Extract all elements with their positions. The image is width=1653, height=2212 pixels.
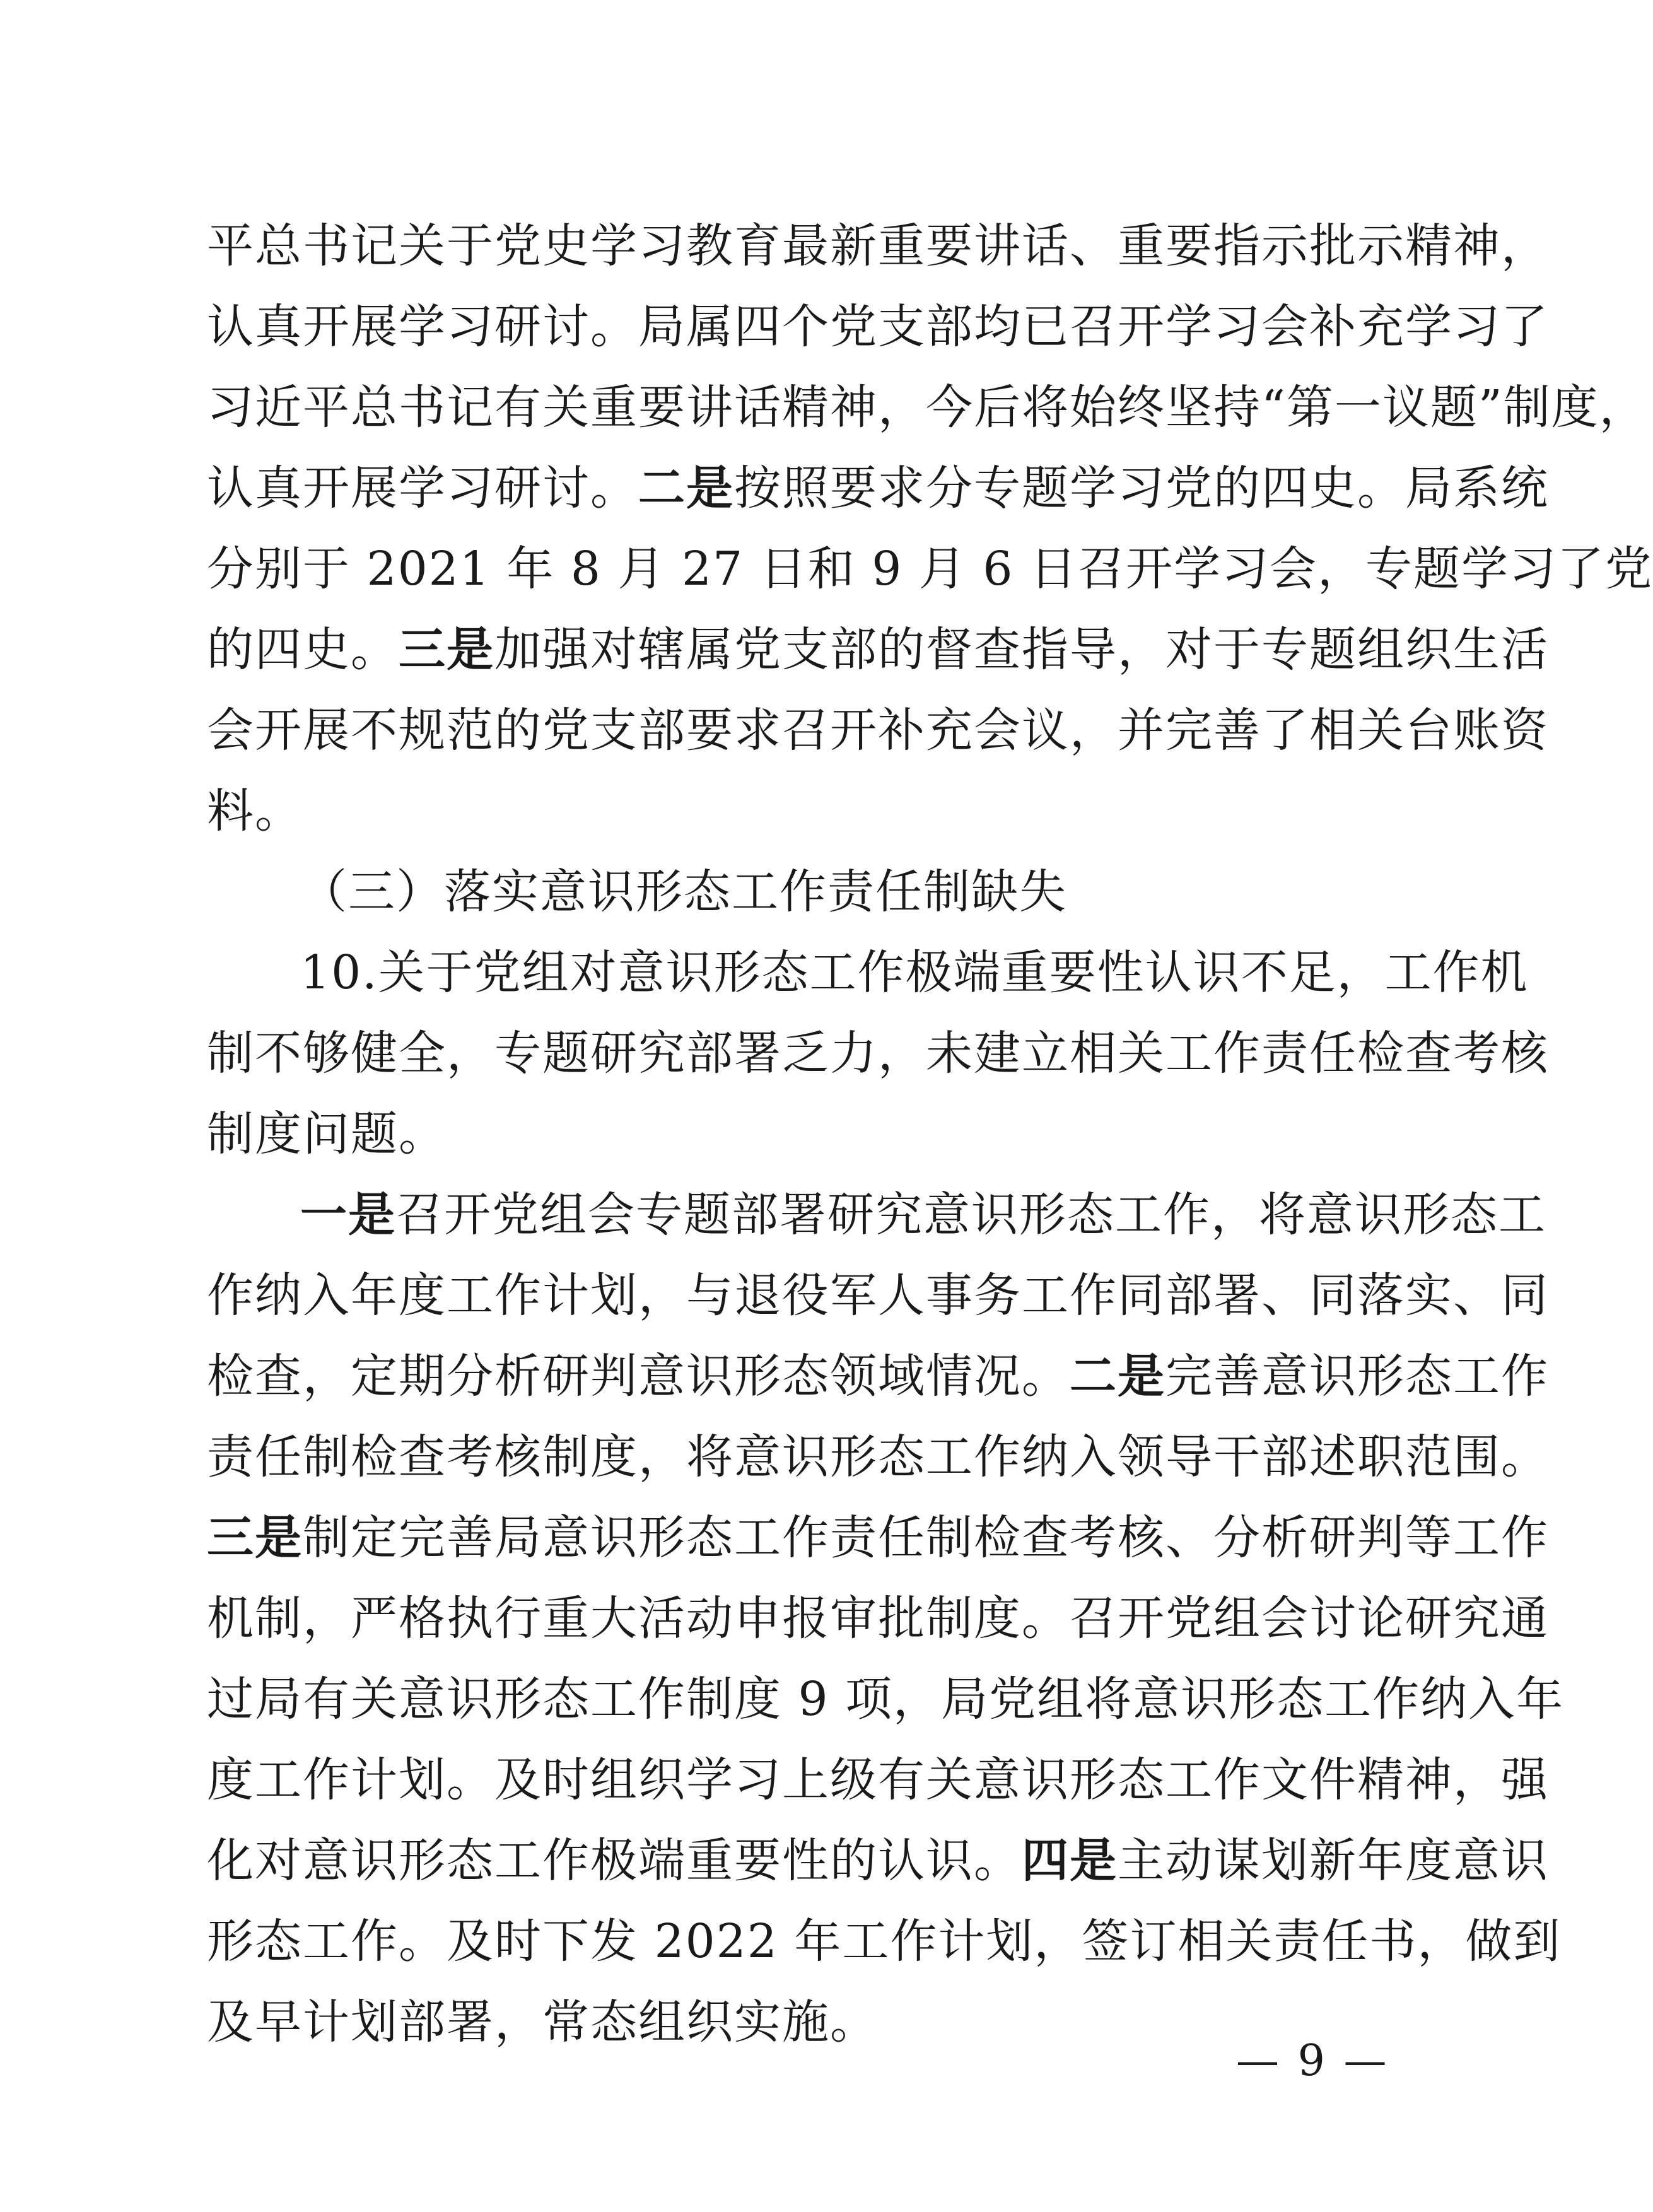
text-segment: 召开党组会专题部署研究意识形态工作，将意识形态工 [396, 1188, 1546, 1242]
text-segment: 10.关于党组对意识形态工作极端重要性认识不足，工作机 [300, 945, 1529, 1000]
text-line [207, 529, 1653, 609]
text-line [207, 609, 1549, 690]
emphasis-text: 二是 [1070, 1349, 1165, 1403]
text-line [207, 206, 1549, 286]
text-line [207, 1901, 1562, 1982]
text-segment: （三）落实意识形态工作责任制缺失 [300, 865, 1067, 919]
text-segment: 机制，严格执行重大活动申报审批制度。召开党组会讨论研究通 [207, 1591, 1549, 1646]
text-line [207, 1982, 1367, 2063]
paragraph [207, 851, 1367, 932]
text-line [207, 771, 1367, 851]
text-segment: 习近平总书记有关重要讲话精神，今后将始终坚持“第一议题”制度， [207, 380, 1647, 435]
text-line [207, 1417, 1549, 1497]
text-line [207, 1740, 1549, 1820]
text-segment: 检查，定期分析研判意识形态领域情况。 [207, 1349, 1070, 1403]
text-line [207, 690, 1549, 771]
text-segment: 完善意识形态工作 [1165, 1349, 1549, 1403]
text-segment: 及早计划部署，常态组织实施。 [207, 1995, 878, 2049]
text-segment: 加强对辖属党支部的督查指导，对于专题组织生活 [494, 623, 1549, 677]
emphasis-text: 三是 [399, 623, 494, 677]
text-segment: 平总书记关于党史学习教育最新重要讲话、重要指示批示精神， [207, 219, 1549, 273]
text-line [207, 1659, 1565, 1740]
text-line [207, 1094, 1367, 1174]
text-segment: 责任制检查考核制度，将意识形态工作纳入领导干部述职范围。 [207, 1430, 1549, 1484]
paragraph [207, 206, 1653, 851]
emphasis-text: 三是 [207, 1511, 303, 1565]
text-segment: 会开展不规范的党支部要求召开补充会议，并完善了相关台账资 [207, 703, 1549, 758]
text-line [207, 1255, 1549, 1336]
text-segment: 主动谋划新年度意识 [1118, 1834, 1549, 1888]
text-line [207, 367, 1647, 448]
text-line [207, 851, 1367, 932]
text-segment: 制度问题。 [207, 1107, 447, 1161]
emphasis-text: 一是 [300, 1188, 396, 1242]
text-segment: 分别于 2021 年 8 月 27 日和 9 月 6 日召开学习会，专题学习了党 [207, 542, 1653, 596]
text-line [207, 1820, 1549, 1901]
page-number: — 9 — [1236, 2036, 1389, 2086]
text-segment: 化对意识形态工作极端重要性的认识。 [207, 1834, 1022, 1888]
text-line [207, 1497, 1549, 1578]
text-segment: 认真开展学习研讨。局属四个党支部均已召开学习会补充学习了 [207, 300, 1549, 354]
text-line [207, 932, 1529, 1013]
text-segment: 制不够健全，专题研究部署乏力，未建立相关工作责任检查考核 [207, 1026, 1549, 1080]
text-line [207, 1174, 1546, 1255]
text-segment: 认真开展学习研讨。 [207, 461, 638, 515]
emphasis-text: 四是 [1022, 1834, 1118, 1888]
text-line [207, 448, 1549, 529]
text-segment: 料。 [207, 784, 303, 838]
paragraph [207, 1174, 1565, 2063]
text-segment: 形态工作。及时下发 2022 年工作计划，签订相关责任书，做到 [207, 1914, 1562, 1969]
text-segment: 制定完善局意识形态工作责任制检查考核、分析研判等工作 [303, 1511, 1549, 1565]
text-segment: 作纳入年度工作计划，与退役军人事务工作同部署、同落实、同 [207, 1268, 1549, 1323]
text-segment: 度工作计划。及时组织学习上级有关意识形态工作文件精神，强 [207, 1753, 1549, 1807]
text-line [207, 1336, 1549, 1417]
emphasis-text: 二是 [638, 461, 734, 515]
text-line [207, 1013, 1549, 1094]
paragraph [207, 932, 1549, 1174]
text-segment: 过局有关意识形态工作制度 9 项，局党组将意识形态工作纳入年 [207, 1672, 1565, 1726]
text-segment: 按照要求分专题学习党的四史。局系统 [734, 461, 1549, 515]
text-segment: 的四史。 [207, 623, 399, 677]
text-line [207, 1578, 1549, 1659]
text-line [207, 286, 1549, 367]
body-text [207, 206, 1653, 2063]
